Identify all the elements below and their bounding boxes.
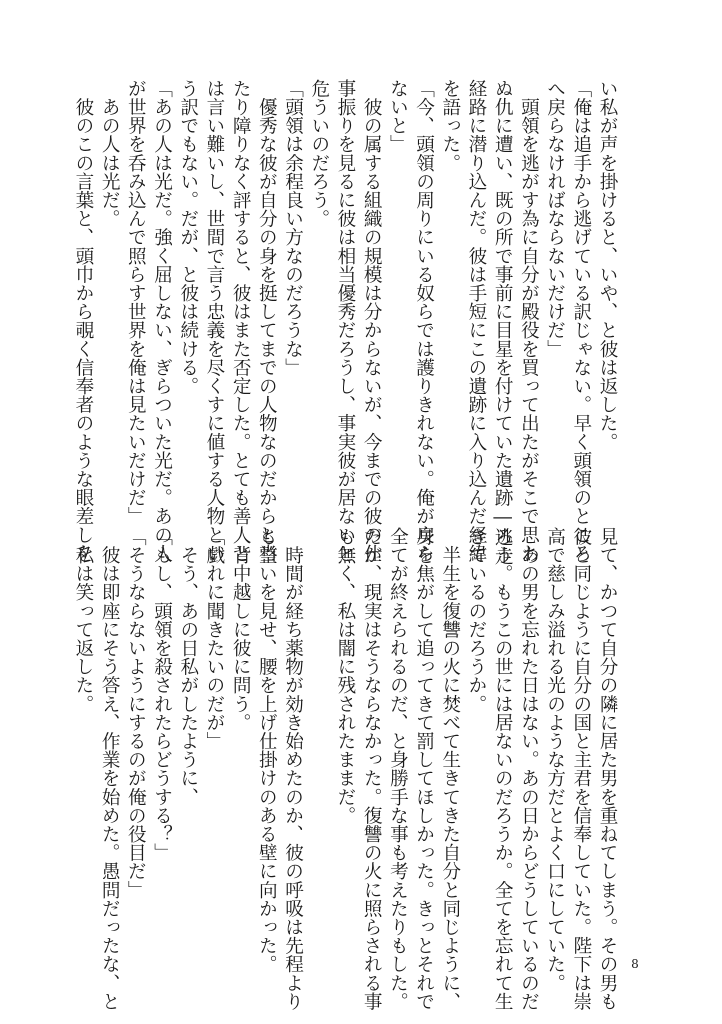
text-line: い私が声を掛けると、いや、と彼は返した。 bbox=[597, 79, 618, 451]
text-line: を語った。 bbox=[439, 79, 461, 172]
text-line: ないと」 bbox=[387, 79, 409, 154]
upper-text-block bbox=[70, 79, 620, 565]
text-line: 半生を復讐の火に焚べて生きてきた自分と同じように、 bbox=[439, 527, 461, 1011]
text-line: 背中越しに彼に問う。 bbox=[230, 527, 252, 732]
lower-text-block bbox=[70, 527, 620, 1011]
text-line: 「そうならないようにするのが俺の役目だ」 bbox=[125, 527, 147, 899]
text-line: へ戻らなければならないだけだ」 bbox=[544, 79, 566, 358]
text-line: ろう。もうこの世には居ないのだろうか。全てを忘れて生 bbox=[492, 527, 514, 1011]
text-line: 身を焦がして追ってきて罰してほしかった。きっとそれで bbox=[413, 527, 435, 1011]
text-line bbox=[306, 527, 332, 967]
text-line: 彼は即座にそう答え、作業を始めた。愚問だったな、と bbox=[99, 527, 121, 1011]
text-line: 事振りを見るに彼は相当優秀だろうし、事実彼が居ないと bbox=[334, 79, 356, 563]
text-line: 「今、頭領の周りにいる奴らでは護りきれない。俺が戻ら bbox=[413, 79, 435, 563]
text-line: そう、あの日私がしたように、 bbox=[177, 527, 199, 806]
text-line: たり障りなく評すると、彼はまた否定した。とても善人と bbox=[230, 79, 252, 563]
text-line: ぬ仇に遭い、既の所で事前に目星を付けていた遺跡―逃走 bbox=[492, 79, 514, 565]
text-line: が世界を呑み込んで照らす世界を俺は見たいだけだ」 bbox=[125, 79, 147, 526]
text-line: 私は笑って返した。 bbox=[72, 527, 94, 713]
text-line: 全てが終えられるのだ、と身勝手な事も考えたりもした。 bbox=[387, 527, 409, 1011]
text-line: は言い難いし、世間で言う忠義を尽くすに値する人物とい bbox=[203, 79, 225, 563]
text-line: あの人は光だ。 bbox=[99, 79, 121, 228]
text-line: も無く、私は闇に残されたままだ。 bbox=[334, 527, 356, 825]
text-line: 優秀な彼が自分の身を挺してまでの人物なのだからと当 bbox=[256, 79, 278, 563]
text-line: う訳でもない。だが、と彼は続ける。 bbox=[177, 79, 199, 396]
page-number: 8 bbox=[631, 957, 639, 971]
text-line: も整いを見せ、腰を上げ仕掛けのある壁に向かった。 bbox=[256, 527, 278, 974]
text-line: 経路に潜り込んだ。彼は手短にこの遺跡に入り込んだ経緯 bbox=[465, 79, 487, 563]
text-line: 高で慈しみ溢れる光のような方だとよく口にしていた。 bbox=[544, 527, 566, 992]
text-line: 彼と同じように自分の国と主君を信奉していた。陛下は崇 bbox=[570, 527, 592, 1011]
text-line: だが、現実はそうならなかった。復讐の火に照らされる事 bbox=[361, 527, 383, 1011]
text-line: 彼のこの言葉と、頭巾から覗く信奉者のような眼差しを bbox=[72, 79, 94, 563]
text-line: 頭領を逃がす為に自分が殿役を買って出たがそこで思わ bbox=[518, 79, 540, 563]
text-line: 「俺は追手から逃げている訳じゃない。早く頭領のところ bbox=[570, 79, 592, 563]
text-line: きているのだろうか。 bbox=[465, 527, 487, 713]
text-line: あの男を忘れた日はない。あの日からどうしているのだ bbox=[518, 527, 540, 1011]
text-line: 彼の属する組織の規模は分からないが、今までの彼の仕 bbox=[361, 79, 383, 563]
text-line: 「戯れに聞きたいのだが」 bbox=[203, 527, 225, 751]
text-line: 見て、かつて自分の隣に居た男を重ねてしまう。その男も bbox=[597, 527, 618, 1011]
text-line: 危ういのだろう。 bbox=[308, 79, 330, 228]
text-line: 「頭領は余程良い方なのだろうな」 bbox=[282, 79, 304, 377]
text-line: 時間が経ち薬物が効き始めたのか、彼の呼吸は先程より bbox=[282, 527, 304, 1011]
text-line: 「あの人は光だ。強く屈しない、ぎらついた光だ。あの人 bbox=[151, 79, 173, 563]
text-line: 「もし、頭領を殺されたらどうする？」 bbox=[151, 527, 173, 862]
